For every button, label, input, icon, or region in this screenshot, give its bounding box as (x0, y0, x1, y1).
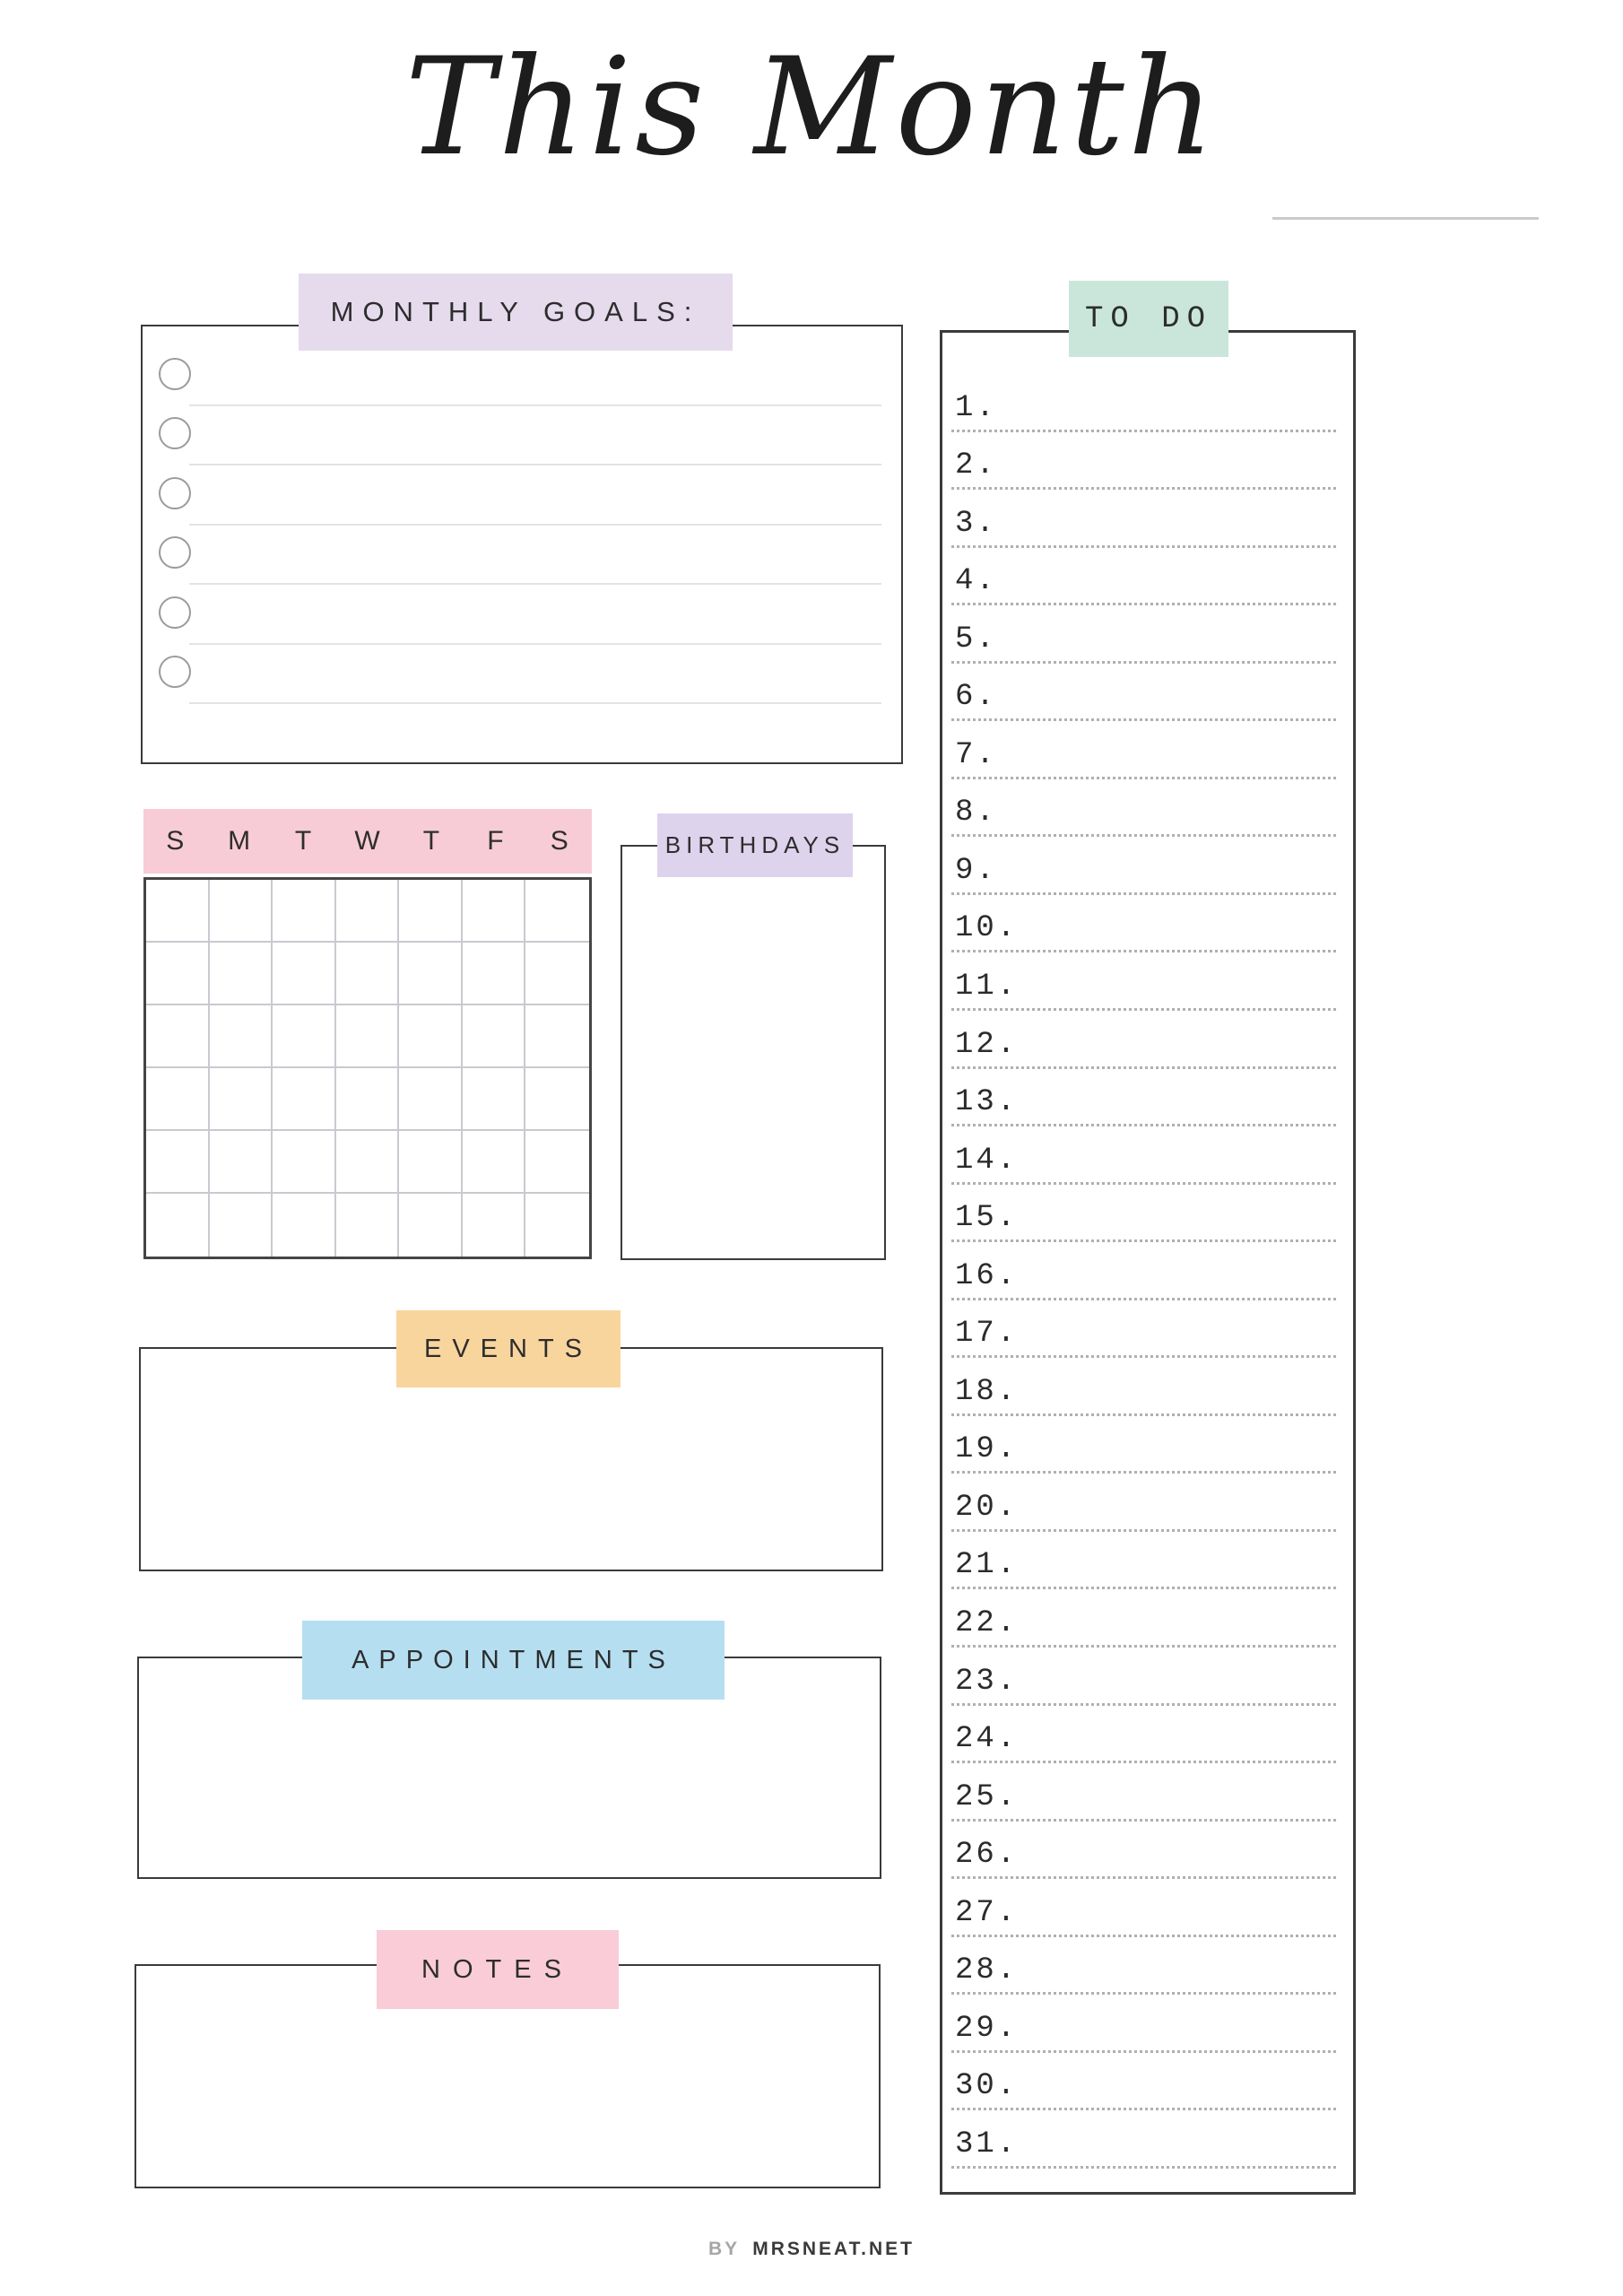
events-label (396, 1310, 621, 1387)
todo-number: 21. (955, 1548, 1019, 1583)
todo-number: 6. (955, 680, 997, 715)
todo-row (942, 1069, 1353, 1127)
calendar-cell[interactable] (273, 880, 336, 943)
todo-row (942, 2110, 1353, 2169)
birthdays-box[interactable] (621, 845, 886, 1260)
birthdays-label-text: BIRTHDAYS (664, 831, 846, 858)
calendar-cell[interactable] (210, 1194, 273, 1257)
calendar-cell[interactable] (463, 1068, 526, 1131)
calendar-cell[interactable] (146, 1068, 210, 1131)
todo-number: 11. (955, 970, 1019, 1004)
todo-row (942, 1532, 1353, 1590)
calendar-cell[interactable] (336, 943, 400, 1005)
calendar-cell[interactable] (273, 943, 336, 1005)
todo-number: 15. (955, 1201, 1019, 1236)
todo-row (942, 374, 1353, 432)
goal-row (143, 654, 901, 713)
calendar-cell[interactable] (463, 943, 526, 1005)
calendar-day-6: S (550, 826, 569, 856)
calendar-day-3: W (354, 826, 381, 856)
todo-number: 28. (955, 1953, 1019, 1988)
todo-row (942, 432, 1353, 491)
calendar-cell[interactable] (525, 1194, 589, 1257)
todo-row (942, 1242, 1353, 1300)
appointments-label (302, 1621, 725, 1700)
goal-row (143, 475, 901, 535)
todo-number: 26. (955, 1838, 1019, 1873)
todo-row (942, 605, 1353, 664)
goal-write-line[interactable] (189, 702, 881, 704)
todo-number: 31. (955, 2126, 1019, 2161)
todo-number: 16. (955, 1258, 1019, 1293)
monthly-goals-label-text: MONTHLY GOALS: (330, 296, 701, 327)
todo-row (942, 1648, 1353, 1706)
calendar-cell[interactable] (146, 1005, 210, 1068)
todo-number: 8. (955, 796, 997, 831)
todo-row (942, 1937, 1353, 1996)
todo-row (942, 1185, 1353, 1243)
goal-checkbox-circle[interactable] (159, 536, 191, 569)
todo-row (942, 721, 1353, 779)
footer (0, 2239, 1623, 2260)
calendar-grid (143, 877, 592, 1259)
todo-number: 25. (955, 1779, 1019, 1814)
calendar-cell[interactable] (525, 1005, 589, 1068)
calendar-cell[interactable] (525, 1131, 589, 1194)
todo-row (942, 952, 1353, 1011)
todo-label-text: TO DO (1084, 301, 1213, 336)
todo-number: 18. (955, 1374, 1019, 1409)
calendar-cell[interactable] (146, 943, 210, 1005)
calendar-cell[interactable] (399, 1131, 463, 1194)
calendar-day-0: S (166, 826, 186, 856)
calendar-cell[interactable] (525, 1068, 589, 1131)
todo-number: 24. (955, 1722, 1019, 1757)
todo-row (942, 1300, 1353, 1359)
calendar-cell[interactable] (463, 1194, 526, 1257)
goal-write-line[interactable] (189, 404, 881, 406)
goal-checkbox-circle[interactable] (159, 656, 191, 688)
todo-number: 19. (955, 1432, 1019, 1467)
calendar-cell[interactable] (336, 1131, 400, 1194)
goal-write-line[interactable] (189, 643, 881, 645)
todo-number: 12. (955, 1027, 1019, 1062)
todo-number: 1. (955, 390, 997, 425)
calendar-cell[interactable] (525, 880, 589, 943)
calendar-cell[interactable] (146, 1194, 210, 1257)
calendar-cell[interactable] (210, 943, 273, 1005)
goal-row (143, 595, 901, 654)
todo-number: 2. (955, 448, 997, 483)
goal-row (143, 415, 901, 474)
todo-number: 13. (955, 1085, 1019, 1120)
calendar-cell[interactable] (399, 1005, 463, 1068)
todo-row (942, 1474, 1353, 1532)
calendar-day-header (143, 809, 592, 874)
calendar-cell[interactable] (273, 1131, 336, 1194)
monthly-goals-box (141, 325, 903, 764)
todo-number: 23. (955, 1664, 1019, 1699)
todo-label (1069, 281, 1228, 357)
todo-number: 7. (955, 737, 997, 772)
todo-number: 17. (955, 1317, 1019, 1352)
calendar-cell[interactable] (210, 1131, 273, 1194)
todo-row (942, 664, 1353, 722)
calendar-cell[interactable] (336, 1068, 400, 1131)
calendar-cell[interactable] (399, 880, 463, 943)
calendar-cell[interactable] (273, 1005, 336, 1068)
calendar-day-4: T (422, 826, 441, 856)
footer-brand-text: MRSNEAT.NET (752, 2239, 915, 2259)
calendar-cell[interactable] (146, 1131, 210, 1194)
calendar-cell[interactable] (399, 943, 463, 1005)
todo-row (942, 779, 1353, 838)
monthly-goals-rows (143, 326, 901, 762)
goal-row (143, 356, 901, 415)
footer-by-text: BY (708, 2239, 741, 2259)
notes-label (377, 1930, 619, 2009)
todo-row (942, 1589, 1353, 1648)
todo-box (940, 330, 1356, 2195)
todo-number: 20. (955, 1490, 1019, 1525)
goal-checkbox-circle[interactable] (159, 358, 191, 390)
goal-row (143, 535, 901, 594)
todo-number: 14. (955, 1143, 1019, 1178)
calendar-cell[interactable] (463, 1005, 526, 1068)
calendar-cell[interactable] (525, 943, 589, 1005)
todo-number: 27. (955, 1895, 1019, 1930)
appointments-label-text: APPOINTMENTS (352, 1645, 675, 1674)
goal-write-line[interactable] (189, 583, 881, 585)
todo-row (942, 1879, 1353, 1937)
calendar-cell[interactable] (210, 1005, 273, 1068)
todo-number: 22. (955, 1606, 1019, 1641)
calendar-day-2: T (294, 826, 313, 856)
goal-write-line[interactable] (189, 524, 881, 526)
calendar-cell[interactable] (146, 880, 210, 943)
todo-row (942, 548, 1353, 606)
calendar-day-1: M (228, 826, 252, 856)
goal-checkbox-circle[interactable] (159, 417, 191, 449)
page-title: This Month (404, 30, 1219, 186)
events-label-text: EVENTS (423, 1334, 594, 1363)
todo-number: 3. (955, 506, 997, 541)
todo-row (942, 1763, 1353, 1822)
month-write-line[interactable] (1272, 217, 1539, 220)
calendar-cell[interactable] (210, 1068, 273, 1131)
calendar-cell[interactable] (273, 1194, 336, 1257)
todo-number: 30. (955, 2069, 1019, 2104)
todo-row (942, 490, 1353, 548)
todo-row (942, 2053, 1353, 2111)
calendar-cell[interactable] (273, 1068, 336, 1131)
todo-rows (942, 374, 1353, 2169)
calendar-day-5: F (487, 826, 505, 856)
calendar-cell[interactable] (399, 1194, 463, 1257)
todo-row (942, 1995, 1353, 2053)
calendar-cell[interactable] (399, 1068, 463, 1131)
calendar-cell[interactable] (463, 880, 526, 943)
todo-row (942, 1706, 1353, 1764)
todo-number: 10. (955, 911, 1019, 946)
goal-write-line[interactable] (189, 464, 881, 465)
todo-row (942, 1011, 1353, 1069)
calendar-cell[interactable] (336, 880, 400, 943)
goal-checkbox-circle[interactable] (159, 596, 191, 629)
calendar-cell[interactable] (336, 1194, 400, 1257)
todo-number: 9. (955, 853, 997, 888)
todo-row (942, 1358, 1353, 1416)
todo-row (942, 1822, 1353, 1880)
todo-number: 5. (955, 622, 997, 657)
todo-number: 4. (955, 564, 997, 599)
goal-checkbox-circle[interactable] (159, 477, 191, 509)
calendar-cell[interactable] (463, 1131, 526, 1194)
todo-row (942, 1416, 1353, 1474)
birthdays-label (657, 813, 853, 877)
todo-row (942, 1126, 1353, 1185)
todo-write-line[interactable] (951, 2166, 1336, 2169)
calendar-cell[interactable] (336, 1005, 400, 1068)
todo-row (942, 837, 1353, 895)
notes-label-text: NOTES (421, 1954, 574, 1984)
calendar-cell[interactable] (210, 880, 273, 943)
todo-row (942, 895, 1353, 953)
monthly-goals-label (299, 274, 733, 351)
todo-number: 29. (955, 2011, 1019, 2046)
